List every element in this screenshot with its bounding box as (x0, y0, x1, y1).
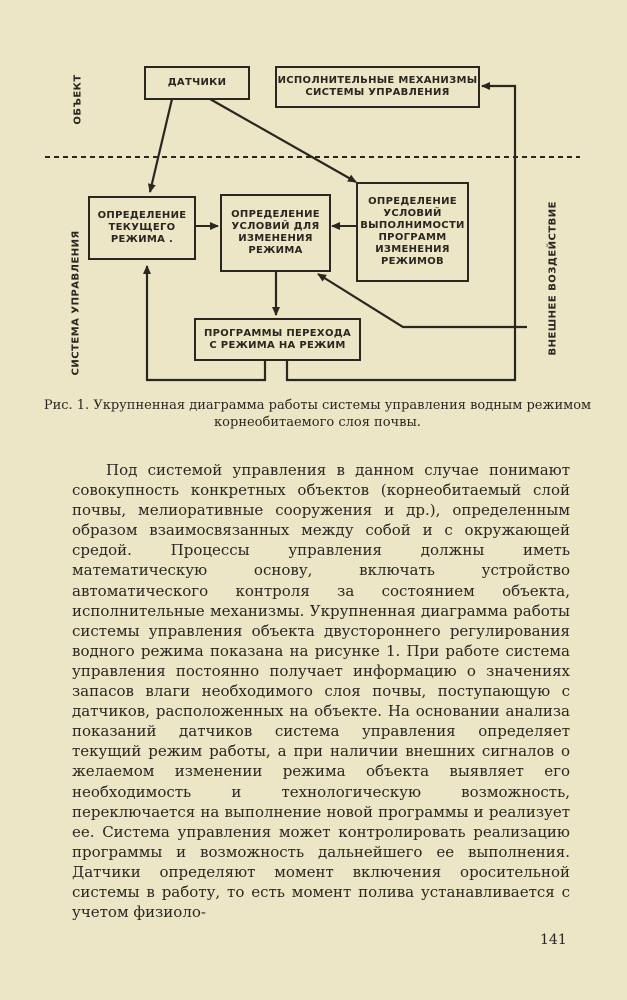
actuators-box: ИСПОЛНИТЕЛЬНЫЕ МЕХАНИЗМЫ СИСТЕМЫ УПРАВЛЕНИЯ (275, 66, 480, 108)
arrow-sensors-to-feasibility (210, 99, 356, 182)
external-influence-label: ВНЕШНЕЕ ВОЗДЕЙСТВИЕ (547, 200, 559, 356)
change-conditions-box: ОПРЕДЕЛЕНИЕ УСЛОВИЙ ДЛЯ ИЗМЕНЕНИЯ РЕЖИМА (220, 194, 331, 272)
feasibility-box: ОПРЕДЕЛЕНИЕ УСЛОВИЙ ВЫПОЛНИМОСТИ ПРОГРАММ ИЗМЕНЕНИЯ РЕЖИМОВ (356, 182, 469, 282)
control-system-label: СИСТЕМА УПРАВЛЕНИЯ (70, 230, 82, 376)
transition-programs-box: ПРОГРАММЫ ПЕРЕХОДА С РЕЖИМА НА РЕЖИМ (194, 318, 361, 361)
control-system-diagram (0, 40, 627, 400)
figure-caption: Рис. 1. Укрупненная диаграмма работы системы управления водным режимом корнеобитаемого слоя почвы. (43, 398, 592, 430)
body-text (72, 460, 570, 922)
sensors-box: ДАТЧИКИ (144, 66, 250, 100)
main-paragraph: Под системой управления в данном случае понимают совокупность конкретных объектов (корнеобитаемый слой почвы, мелиоративные сооружения и др.), определенным образом взаимосвязанных между собой и с окружающей средой. Процессы управления должны иметь математическую основу, включать устройство автоматического контроля за состоянием объекта, исполнительные механизмы. Укрупненная диаграмма работы системы управления объекта двустороннего регулирования водного режима показана на рисунке 1. При работе система управления постоянно получает информацию о значениях запасов влаги необходимого слоя почвы, поступающую с датчиков, расположенных на объекте. На основании анализа показаний датчиков система управления определяет текущий режим работы, а при наличии внешних сигналов о желаемом изменении режима объекта выявляет его необходимость и технологическую возможность, переключается на выполнение новой программы и реализует ее. Система управления может контролировать реализацию программы и возможность дальнейшего ее выполнения. Датчики определяют момент включения оросительной системы в работу, то есть момент полива устанавливается с учетом физиоло- (72, 461, 570, 922)
arrow-sensors-to-current-mode (150, 99, 172, 192)
current-mode-box: ОПРЕДЕЛЕНИЕ ТЕКУЩЕГО РЕЖИМА . (88, 196, 196, 260)
object-label: ОБЪЕКТ (72, 74, 84, 125)
page-number: 141 (540, 932, 567, 948)
